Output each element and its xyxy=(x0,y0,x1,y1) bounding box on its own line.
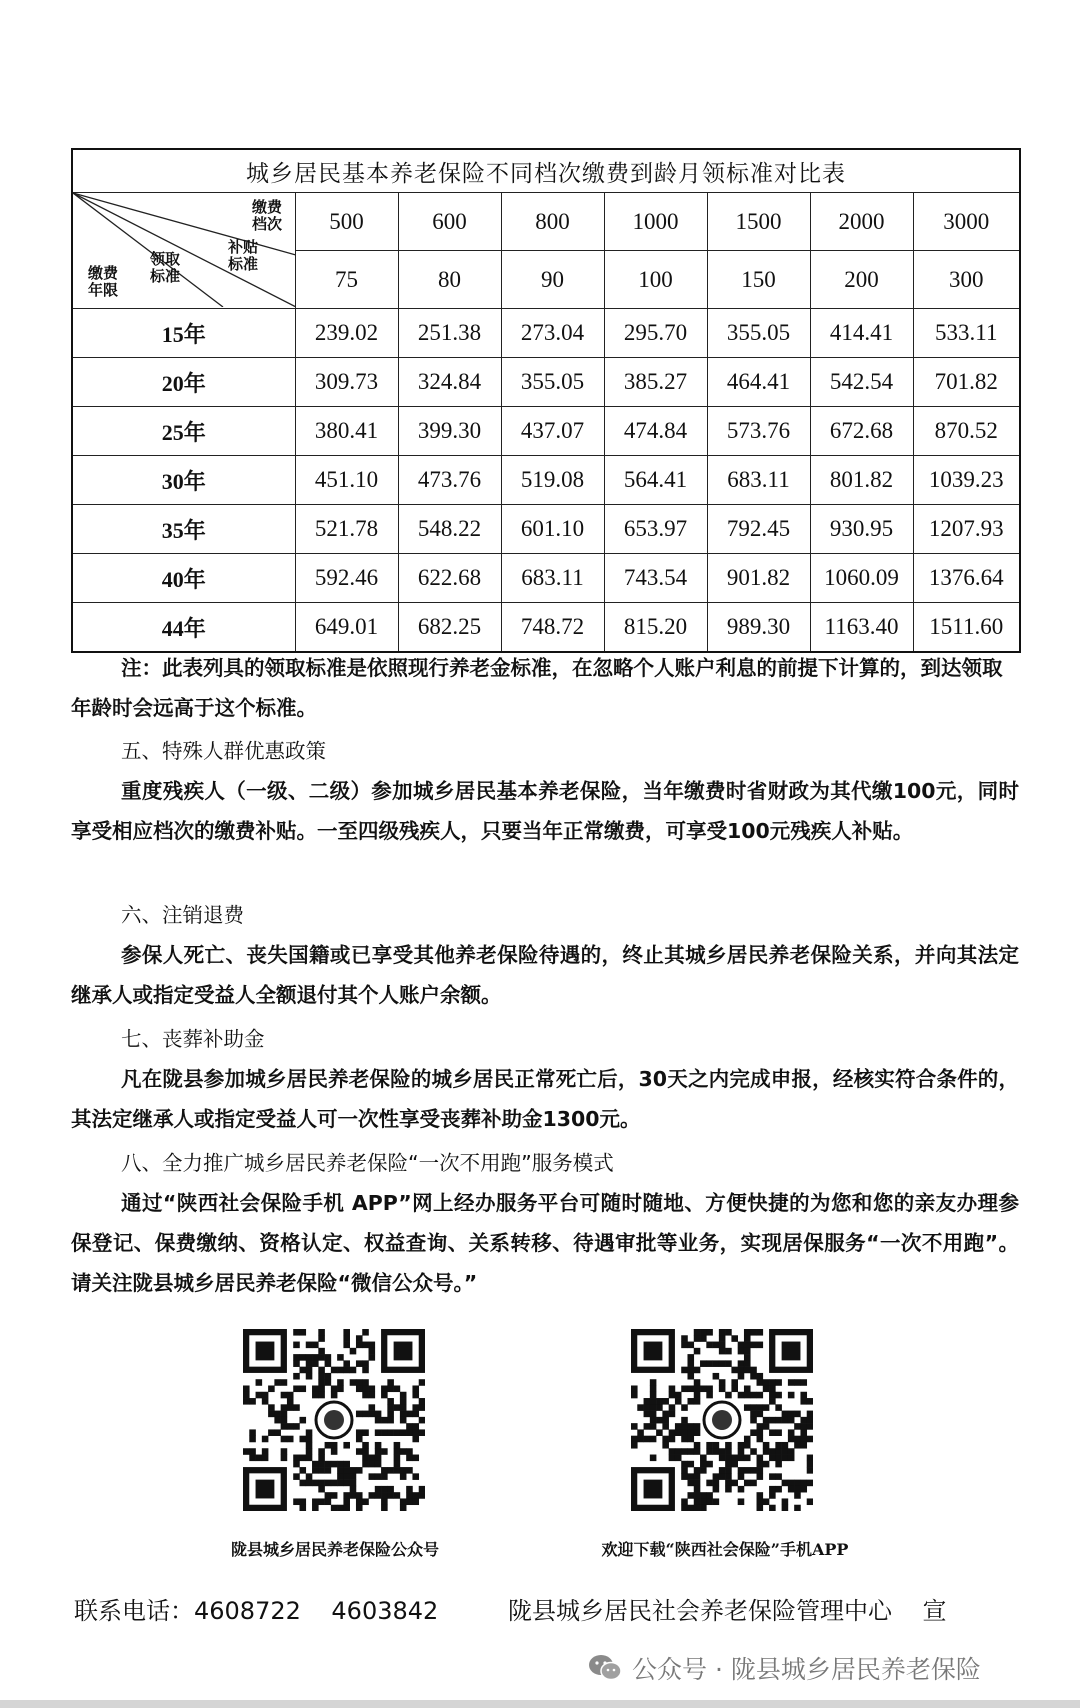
value-cell: 521.78 xyxy=(295,505,398,554)
subsidy-header: 75 xyxy=(295,251,398,309)
value-cell: 622.68 xyxy=(398,554,501,603)
value-cell: 533.11 xyxy=(913,309,1020,358)
shaanxi-social-insurance-app-qr-code xyxy=(631,1329,813,1511)
value-cell: 414.41 xyxy=(810,309,913,358)
table-row xyxy=(72,456,1020,505)
year-cell: 44年 xyxy=(72,603,295,653)
comparison-table-wrapper xyxy=(71,148,1019,653)
section-text-6: 参保人死亡、丧失国籍或已享受其他养老保险待遇的，终止其城乡居民养老保险关系，并向其法定继承人或指定受益人全额退付其个人账户余额。 xyxy=(71,943,1019,1007)
year-cell: 30年 xyxy=(72,456,295,505)
bottom-edge-bar xyxy=(0,1700,1080,1708)
watermark xyxy=(588,1650,981,1686)
table-corner-cell xyxy=(72,193,295,309)
value-cell: 801.82 xyxy=(810,456,913,505)
value-cell: 473.76 xyxy=(398,456,501,505)
value-cell: 542.54 xyxy=(810,358,913,407)
value-cell: 672.68 xyxy=(810,407,913,456)
level-header: 800 xyxy=(501,193,604,251)
value-cell: 239.02 xyxy=(295,309,398,358)
value-cell: 815.20 xyxy=(604,603,707,653)
value-cell: 548.22 xyxy=(398,505,501,554)
value-cell: 1511.60 xyxy=(913,603,1020,653)
level-header: 3000 xyxy=(913,193,1020,251)
table-note xyxy=(71,648,1019,728)
subsidy-header: 300 xyxy=(913,251,1020,309)
value-cell: 251.38 xyxy=(398,309,501,358)
value-cell: 649.01 xyxy=(295,603,398,653)
corner-label-standard: 领取 标准 xyxy=(149,250,180,285)
corner-label-years: 缴费 年限 xyxy=(87,264,118,299)
year-cell: 35年 xyxy=(72,505,295,554)
section-text-5: 重度残疾人（一级、二级）参加城乡居民基本养老保险，当年缴费时省财政为其代缴100元，同时享受相应档次的缴费补贴。一至四级残疾人，只要当年正常缴费，可享受100元残疾人补贴。 xyxy=(71,779,1019,843)
subsidy-header: 200 xyxy=(810,251,913,309)
table-row xyxy=(72,407,1020,456)
level-header: 1000 xyxy=(604,193,707,251)
level-header: 500 xyxy=(295,193,398,251)
value-cell: 592.46 xyxy=(295,554,398,603)
year-cell: 20年 xyxy=(72,358,295,407)
value-cell: 474.84 xyxy=(604,407,707,456)
value-cell: 653.97 xyxy=(604,505,707,554)
value-cell: 385.27 xyxy=(604,358,707,407)
table-note-text: 注：此表列具的领取标准是依照现行养老金标准，在忽略个人账户利息的前提下计算的，到达领取年龄时会远高于这个标准。 xyxy=(71,656,1003,720)
table-row xyxy=(72,358,1020,407)
year-cell: 40年 xyxy=(72,554,295,603)
left-qr-caption: 陇县城乡居民养老保险公众号 xyxy=(230,1540,439,1559)
subsidy-header: 90 xyxy=(501,251,604,309)
value-cell: 989.30 xyxy=(707,603,810,653)
section-text-8: 通过“陕西社会保险手机 APP”网上经办服务平台可随时随地、方便快捷的为您和您的亲友办理参保登记、保费缴纳、资格认定、权益查询、关系转移、待遇审批等业务，实现居保服务“一次不用跑”。请关注陇县城乡居民养老保险“微信公众号。” xyxy=(71,1191,1019,1295)
table-row xyxy=(72,309,1020,358)
value-cell: 437.07 xyxy=(501,407,604,456)
table-body xyxy=(72,309,1020,653)
value-cell: 1376.64 xyxy=(913,554,1020,603)
section-heading-5: 五、特殊人群优惠政策 xyxy=(121,739,326,763)
value-cell: 683.11 xyxy=(501,554,604,603)
level-header: 1500 xyxy=(707,193,810,251)
corner-label-level: 缴费 档次 xyxy=(251,198,282,233)
value-cell: 601.10 xyxy=(501,505,604,554)
value-cell: 1207.93 xyxy=(913,505,1020,554)
table-row xyxy=(72,603,1020,653)
value-cell: 295.70 xyxy=(604,309,707,358)
value-cell: 748.72 xyxy=(501,603,604,653)
value-cell: 1163.40 xyxy=(810,603,913,653)
contact-phone: 联系电话：4608722 4603842 xyxy=(74,1597,439,1625)
value-cell: 355.05 xyxy=(501,358,604,407)
value-cell: 1060.09 xyxy=(810,554,913,603)
table-row xyxy=(72,554,1020,603)
value-cell: 792.45 xyxy=(707,505,810,554)
value-cell: 399.30 xyxy=(398,407,501,456)
wechat-icon xyxy=(588,1654,622,1682)
value-cell: 930.95 xyxy=(810,505,913,554)
year-cell: 15年 xyxy=(72,309,295,358)
organization-name: 陇县城乡居民社会养老保险管理中心 宣 xyxy=(508,1597,947,1625)
value-cell: 870.52 xyxy=(913,407,1020,456)
table-title: 城乡居民基本养老保险不同档次缴费到龄月领标准对比表 xyxy=(72,149,1020,193)
section-heading-8: 八、全力推广城乡居民养老保险“一次不用跑”服务模式 xyxy=(121,1151,614,1175)
wechat-official-account-qr-code xyxy=(243,1329,425,1511)
section-text-7: 凡在陇县参加城乡居民养老保险的城乡居民正常死亡后，30天之内完成申报，经核实符合条件的，其法定继承人或指定受益人可一次性享受丧葬补助金1300元。 xyxy=(71,1067,1019,1131)
value-cell: 451.10 xyxy=(295,456,398,505)
value-cell: 683.11 xyxy=(707,456,810,505)
level-header: 600 xyxy=(398,193,501,251)
section-heading-7: 七、丧葬补助金 xyxy=(121,1027,265,1051)
value-cell: 309.73 xyxy=(295,358,398,407)
value-cell: 743.54 xyxy=(604,554,707,603)
section-heading-6: 六、注销退费 xyxy=(121,903,244,927)
value-cell: 464.41 xyxy=(707,358,810,407)
value-cell: 682.25 xyxy=(398,603,501,653)
value-cell: 355.05 xyxy=(707,309,810,358)
comparison-table xyxy=(71,148,1021,653)
value-cell: 380.41 xyxy=(295,407,398,456)
watermark-text: 公众号 · 陇县城乡居民养老保险 xyxy=(632,1655,981,1684)
corner-label-subsidy: 补贴 标准 xyxy=(227,238,258,273)
value-cell: 1039.23 xyxy=(913,456,1020,505)
value-cell: 564.41 xyxy=(604,456,707,505)
right-qr-caption: 欢迎下载“陕西社会保险”手机APP xyxy=(601,1540,849,1559)
value-cell: 573.76 xyxy=(707,407,810,456)
year-cell: 25年 xyxy=(72,407,295,456)
subsidy-header: 150 xyxy=(707,251,810,309)
value-cell: 324.84 xyxy=(398,358,501,407)
value-cell: 519.08 xyxy=(501,456,604,505)
table-row xyxy=(72,505,1020,554)
subsidy-header: 100 xyxy=(604,251,707,309)
value-cell: 901.82 xyxy=(707,554,810,603)
level-header: 2000 xyxy=(810,193,913,251)
value-cell: 701.82 xyxy=(913,358,1020,407)
subsidy-header: 80 xyxy=(398,251,501,309)
value-cell: 273.04 xyxy=(501,309,604,358)
